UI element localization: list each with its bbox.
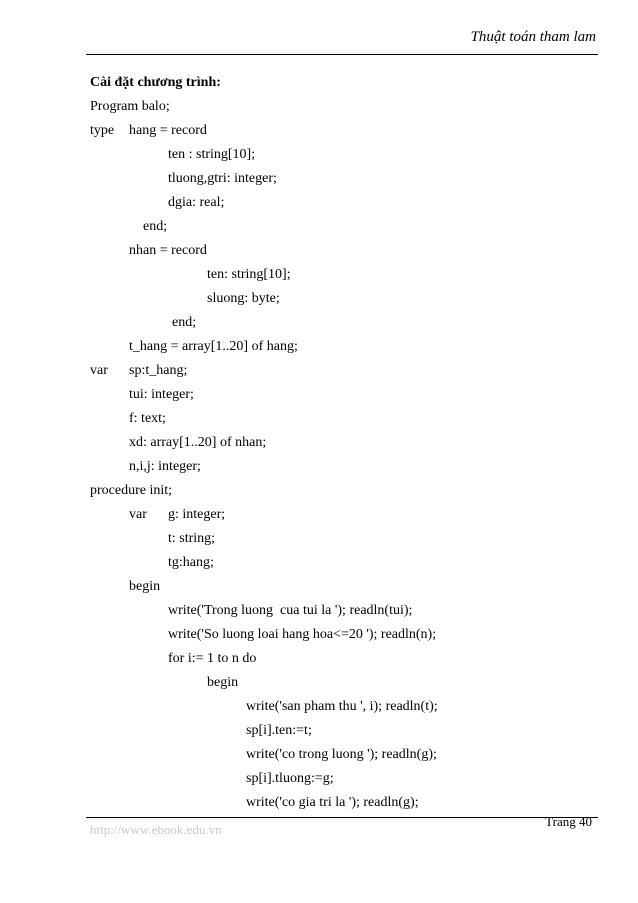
code-line: write('So luong loai hang hoa<=20 '); readln(n); — [168, 627, 437, 642]
code-line: sp[i].tluong:=g; — [246, 771, 334, 786]
code-line: procedure init; — [90, 483, 173, 498]
code-line: var — [129, 507, 147, 522]
code-line: g: integer; — [168, 507, 226, 522]
code-line: ten : string[10]; — [168, 147, 256, 162]
footer-url: http://www.ebook.edu.vn — [90, 822, 222, 837]
section-heading: Cài đặt chương trình: — [90, 75, 221, 90]
code-line: t: string; — [168, 531, 216, 546]
code-line: write('co trong luong '); readln(g); — [246, 747, 437, 762]
code-line: ten: string[10]; — [207, 267, 291, 282]
code-line: end; — [172, 315, 197, 330]
code-line: write('Trong luong cua tui la '); readln(tui); — [168, 603, 413, 618]
code-line: nhan = record — [129, 243, 207, 258]
footer-divider — [86, 817, 598, 818]
code-line: tui: integer; — [129, 387, 194, 402]
header-divider — [86, 54, 598, 55]
header-title: Thuật toán tham lam — [470, 29, 596, 45]
code-line: begin — [129, 579, 161, 594]
code-line: for i:= 1 to n do — [168, 651, 257, 666]
page-number: Trang 40 — [545, 814, 592, 829]
code-line: write('san pham thu ', i); readln(t); — [246, 699, 438, 714]
code-line: n,i,j: integer; — [129, 459, 201, 474]
code-line: dgia: real; — [168, 195, 225, 210]
code-line: write('co gia tri la '); readln(g); — [246, 795, 419, 810]
code-line: hang = record — [129, 123, 207, 138]
code-line: var — [90, 363, 108, 378]
code-line: t_hang = array[1..20] of hang; — [129, 339, 298, 354]
code-line: end; — [143, 219, 168, 234]
code-line: xd: array[1..20] of nhan; — [129, 435, 267, 450]
code-line: Program balo; — [90, 99, 170, 114]
code-line: tg:hang; — [168, 555, 214, 570]
code-line: sluong: byte; — [207, 291, 280, 306]
code-line: sp:t_hang; — [129, 363, 188, 378]
code-line: f: text; — [129, 411, 166, 426]
code-line: tluong,gtri: integer; — [168, 171, 277, 186]
code-line: sp[i].ten:=t; — [246, 723, 312, 738]
code-line: type — [90, 123, 115, 138]
code-line: begin — [207, 675, 239, 690]
